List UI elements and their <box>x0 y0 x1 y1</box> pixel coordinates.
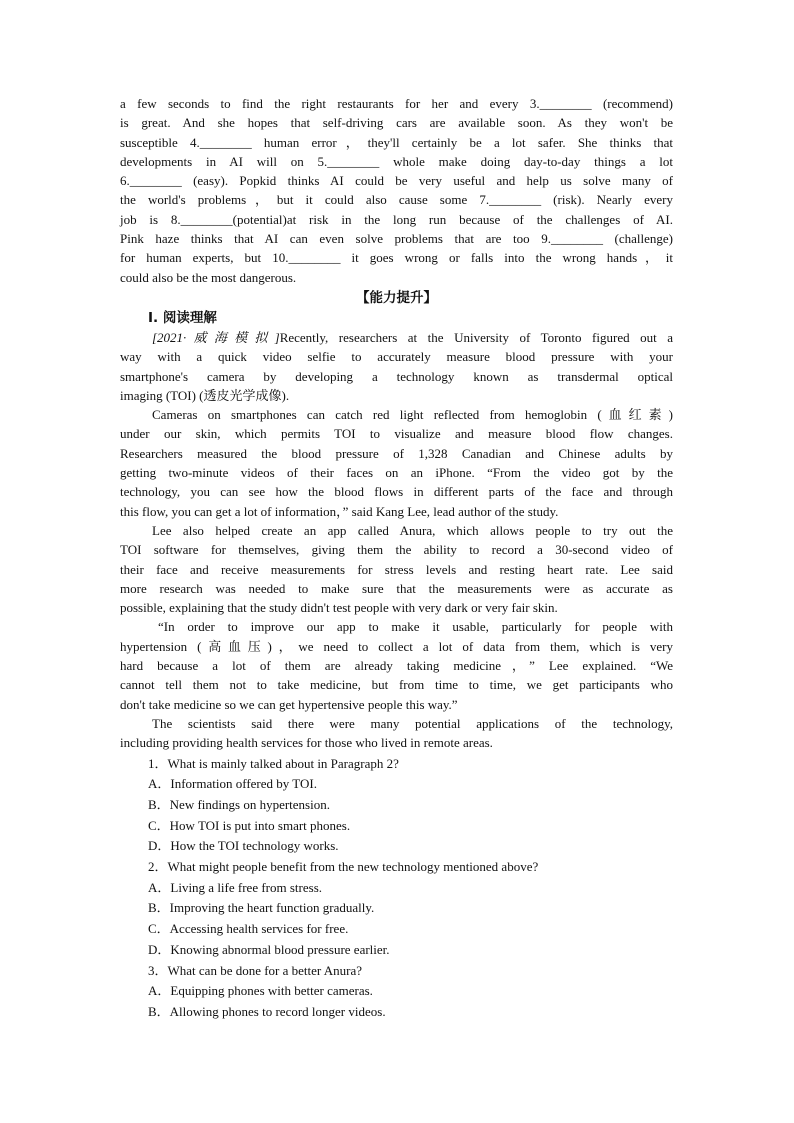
question-stem: 1．What is mainly talked about in Paragraph 2? <box>148 755 399 771</box>
cloze-line: 6.________ (easy). Popkid thinks AI could be very useful and help us solve many of <box>120 173 673 189</box>
answer-option[interactable]: D．How the TOI technology works. <box>148 838 339 854</box>
cloze-line: could also be the most dangerous. <box>120 269 297 285</box>
passage-line: their face and receive measurements for stress levels and resting heart rate. Lee said <box>120 561 673 577</box>
source-tag: [2021·威海模拟] <box>152 329 280 345</box>
cloze-line: for human experts, but 10.________ it goes wrong or falls into the wrong hands，it <box>120 250 673 266</box>
passage-line: including providing health services for those who lived in remote areas. <box>120 735 493 751</box>
passage-line: Researchers measured the blood pressure of 1,328 Canadian and Chinese adults by <box>120 445 673 461</box>
passage-line: technology, you can see how the blood flows in different parts of the face and through <box>120 484 673 500</box>
cloze-line: developments in AI will on 5.________ whole make doing day-to-day things a lot <box>120 153 673 169</box>
passage-line: cannot tell them not to take medicine, but from time to time, we get participants who <box>120 677 673 693</box>
passage-line: under our skin, which permits TOI to visualize and measure blood flow changes. <box>120 426 673 442</box>
passage-line-first: [2021·威海模拟]Recently, researchers at the University of Toronto figured out a <box>152 329 673 345</box>
passage-line: this flow, you can get a lot of information，” said Kang Lee, lead author of the study. <box>120 503 559 519</box>
passage-line: Lee also helped create an app called Anura, which allows people to try out the <box>152 522 673 538</box>
cloze-line: is great. And she hopes that self-driving cars are available soon. As they won't be <box>120 115 673 131</box>
passage-line: The scientists said there were many potential applications of the technology, <box>152 715 673 731</box>
passage-line: hard because a lot of them are already taking medicine，” Lee explained. “We <box>120 658 673 674</box>
answer-option[interactable]: B．Allowing phones to record longer videos. <box>148 1003 386 1019</box>
passage-line: way with a quick video selfie to accurately measure blood pressure with your <box>120 349 673 365</box>
cloze-line: a few seconds to find the right restaurants for her and every 3.________ (recommend) <box>120 96 673 111</box>
question-stem: 3．What can be done for a better Anura? <box>148 962 363 978</box>
cloze-line: the world's problems，but it could also cause some 7.________ (risk). Nearly every <box>120 192 673 208</box>
document-page <box>120 94 673 1023</box>
section-heading: 【能力提升】 <box>356 289 437 306</box>
passage-line: don't take medicine so we can get hypertensive people this way.” <box>120 696 458 712</box>
passage-line: getting two-minute videos of their faces on an iPhone. “From the video got by the <box>120 465 673 481</box>
passage-line: TOI software for themselves, giving them the ability to record a 30-second video of <box>120 542 673 558</box>
answer-option[interactable]: D．Knowing abnormal blood pressure earlier. <box>148 941 390 957</box>
cloze-passage <box>120 94 673 287</box>
passage-line: smartphone's camera by developing a technology known as transdermal optical <box>120 368 673 384</box>
passage-line: more research was needed to make sure that the measurements were as accurate as <box>120 580 673 596</box>
question-stem: 2．What might people benefit from the new technology mentioned above? <box>148 859 539 875</box>
answer-option[interactable]: A．Equipping phones with better cameras. <box>148 983 373 999</box>
answer-option[interactable]: B．New findings on hypertension. <box>148 796 330 812</box>
answer-option[interactable]: A．Information offered by TOI. <box>148 776 317 792</box>
cloze-line: Pink haze thinks that AI can even solve problems that are too 9.________ (challenge) <box>120 231 673 247</box>
passage-line: imaging (TOI) (透皮光学成像). <box>120 387 290 403</box>
cloze-line: job is 8.________(potential)at risk in the long run because of the challenges of AI. <box>120 211 673 227</box>
passage-line: possible, explaining that the study didn't test people with very dark or very fair skin. <box>120 600 558 616</box>
answer-option[interactable]: C．Accessing health services for free. <box>148 921 349 937</box>
questions <box>120 754 673 1023</box>
cloze-line: susceptible 4.________ human error，they'll certainly be a lot safer. She thinks that <box>120 134 673 150</box>
passage-line: hypertension (高血压)，we need to collect a lot of data from them, which is very <box>120 638 673 654</box>
section-title: Ⅰ. 阅读理解 <box>148 309 217 326</box>
passage-line: “In order to improve our app to make it usable, particularly for people with <box>158 619 673 635</box>
answer-option[interactable]: C．How TOI is put into smart phones. <box>148 817 351 833</box>
answer-option[interactable]: B．Improving the heart function gradually. <box>148 900 375 916</box>
answer-option[interactable]: A．Living a life free from stress. <box>148 879 323 895</box>
reading-passage <box>120 328 673 753</box>
passage-line: Cameras on smartphones can catch red light reflected from hemoglobin (血红素) <box>152 407 673 423</box>
